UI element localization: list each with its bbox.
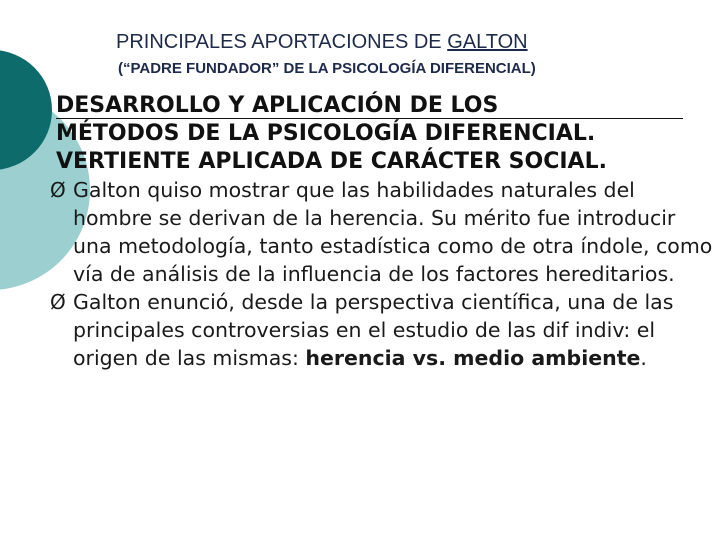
heading-line-1: DESARROLLO Y APLICACIÓN DE LOS bbox=[56, 93, 683, 119]
slide-content bbox=[50, 92, 716, 372]
section-heading bbox=[56, 92, 716, 176]
arrow-bullet-icon: Ø bbox=[50, 290, 66, 314]
slide-title bbox=[116, 30, 536, 54]
arrow-bullet-icon: Ø bbox=[50, 178, 66, 202]
heading-line-2: MÉTODOS DE LA PSICOLOGÍA DIFERENCIAL. bbox=[56, 121, 596, 146]
bullet-text-1: Galton quiso mostrar que las habilidades naturales del hombre se derivan de la herencia. Su mérito fue introducir una metodología, tanto estadística como de otra índole, como vía de análisis de la influencia de los factores hereditarios. bbox=[73, 178, 713, 286]
slide-header bbox=[116, 30, 536, 77]
bullet-item-1 bbox=[50, 176, 716, 288]
title-link-galton[interactable]: GALTON bbox=[447, 31, 528, 53]
bullet-item-2 bbox=[50, 288, 716, 372]
bullet-text-2-end: . bbox=[640, 346, 647, 370]
heading-line-3: VERTIENTE APLICADA DE CARÁCTER SOCIAL. bbox=[56, 149, 607, 174]
bullet-text-2 bbox=[73, 288, 716, 372]
bullet-text-2-main: Galton enunció, desde la perspectiva científica, una de las principales controversias en el estudio de las dif indiv: el origen de las mismas: bbox=[73, 290, 674, 370]
bullet-text-2-bold: herencia vs. medio ambiente bbox=[305, 346, 641, 370]
slide-subtitle: (“PADRE FUNDADOR” DE LA PSICOLOGÍA DIFERENCIAL) bbox=[118, 60, 536, 77]
title-text: PRINCIPALES APORTACIONES DE bbox=[116, 31, 448, 53]
